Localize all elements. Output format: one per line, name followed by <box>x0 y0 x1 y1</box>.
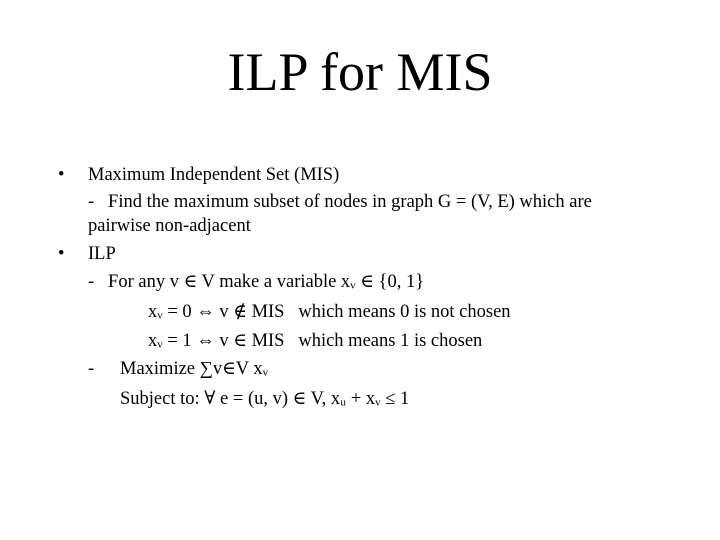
variable-zero-meaning: xᵥ = 0 ⇔ v ∉ MIS which means 0 is not chosen <box>148 302 511 322</box>
objective-maximize: Maximize ∑v∈V xᵥ <box>120 359 269 379</box>
bullet-marker-2: • <box>58 244 65 264</box>
dash-marker: - <box>88 359 95 379</box>
bullet-text-ilp: ILP <box>88 244 116 264</box>
bullet-text-mis: Maximum Independent Set (MIS) <box>88 165 340 185</box>
subpoint-definition-continued: pairwise non-adjacent <box>88 216 251 236</box>
subpoint-variable: - For any v ∈ V make a variable xᵥ ∈ {0, 1} <box>88 272 425 292</box>
variable-one-meaning: xᵥ = 1 ⇔ v ∈ MIS which means 1 is chosen <box>148 331 483 351</box>
bullet-marker-1: • <box>58 165 65 185</box>
slide-title: ILP for MIS <box>227 42 493 102</box>
subpoint-definition: - Find the maximum subset of nodes in graph G = (V, E) which are <box>88 192 592 212</box>
constraint-subject-to: Subject to: ∀ e = (u, v) ∈ V, xᵤ + xᵥ ≤ 1 <box>120 389 410 409</box>
